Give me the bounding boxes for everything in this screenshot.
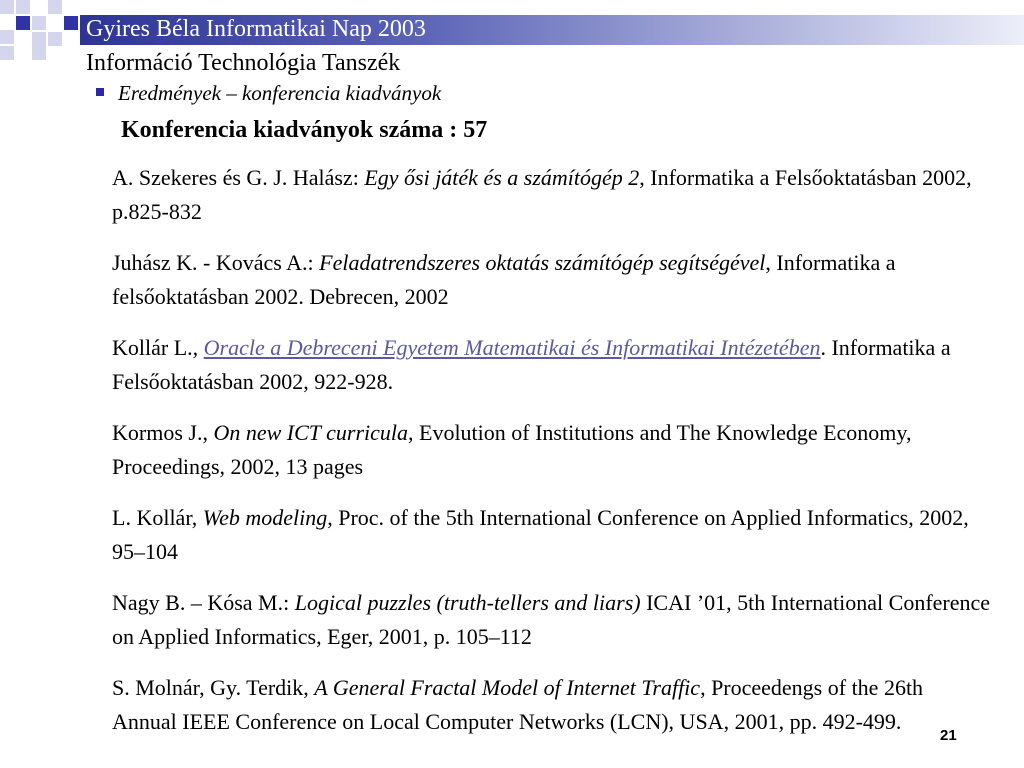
decor-square [0, 30, 14, 44]
reference-item [112, 671, 992, 739]
reference-title: A General Fractal Model of Internet Traffic [314, 675, 701, 700]
publication-count-heading: Konferencia kiadványok száma : 57 [121, 117, 488, 143]
reference-title: Web modeling [202, 505, 328, 530]
reference-item [112, 331, 992, 399]
decor-square [32, 16, 46, 30]
slide-subtitle: Információ Technológia Tanszék [86, 50, 401, 76]
decor-square [16, 0, 30, 14]
reference-details: Evolution of Institutions and The Knowledge Economy, Proceedings, 2002, 13 pages [112, 420, 912, 479]
decor-square-dark [16, 16, 30, 30]
reference-item [112, 586, 992, 654]
reference-item [112, 246, 992, 314]
reference-title-link[interactable]: Oracle a Debreceni Egyetem Matematikai és Informatikai Intézetében [203, 335, 821, 360]
reference-details: . Informatika a Felsőoktatásban 2002, 922-928. [112, 335, 951, 394]
reference-item [112, 161, 992, 229]
reference-details: , Informatika a Felsőoktatásban 2002, p.825-832 [112, 165, 972, 224]
decor-square [48, 0, 62, 14]
decor-square [48, 32, 62, 46]
reference-authors: Juhász K. - Kovács A.: [112, 250, 320, 275]
reference-authors: S. Molnár, Gy. Terdik, [112, 675, 315, 700]
bullet-square-icon [96, 88, 104, 96]
section-bullet-label: Eredmények – konferencia kiadványok [118, 81, 442, 105]
page-number: 21 [940, 727, 957, 744]
decor-square-dark [64, 16, 78, 30]
reference-title: Logical puzzles (truth-tellers and liars) [294, 590, 641, 615]
reference-authors: Kormos J., [112, 420, 214, 445]
reference-item [112, 416, 992, 484]
reference-authors: A. Szekeres és G. J. Halász: [112, 165, 365, 190]
decor-square [32, 32, 46, 46]
slide-title: Gyires Béla Informatikai Nap 2003 [86, 16, 426, 42]
reference-authors: Kollár L., [112, 335, 204, 360]
reference-title: Feladatrendszeres oktatás számítógép segítségével [319, 250, 766, 275]
reference-list [112, 161, 992, 756]
reference-authors: Nagy B. – Kósa M.: [112, 590, 295, 615]
decor-square [32, 46, 46, 60]
reference-details: , Proceedengs of the 26th Annual IEEE Conference on Local Computer Networks (LCN), USA, 2001, pp. 492-499. [112, 675, 924, 734]
reference-details: , Proc. of the 5th International Conference on Applied Informatics, 2002, 95–104 [112, 505, 969, 564]
decor-square [0, 46, 14, 60]
decor-square [0, 0, 14, 14]
reference-details: , Informatika a felsőoktatásban 2002. Debrecen, 2002 [112, 250, 896, 309]
reference-authors: L. Kollár, [112, 505, 203, 530]
reference-title: Egy ősi játék és a számítógép 2 [364, 165, 640, 190]
reference-title: On new ICT curricula, [213, 420, 414, 445]
reference-details: ICAI ’01, 5th International Conference on Applied Informatics, Eger, 2001, p. 105–112 [112, 590, 991, 649]
reference-item [112, 501, 992, 569]
